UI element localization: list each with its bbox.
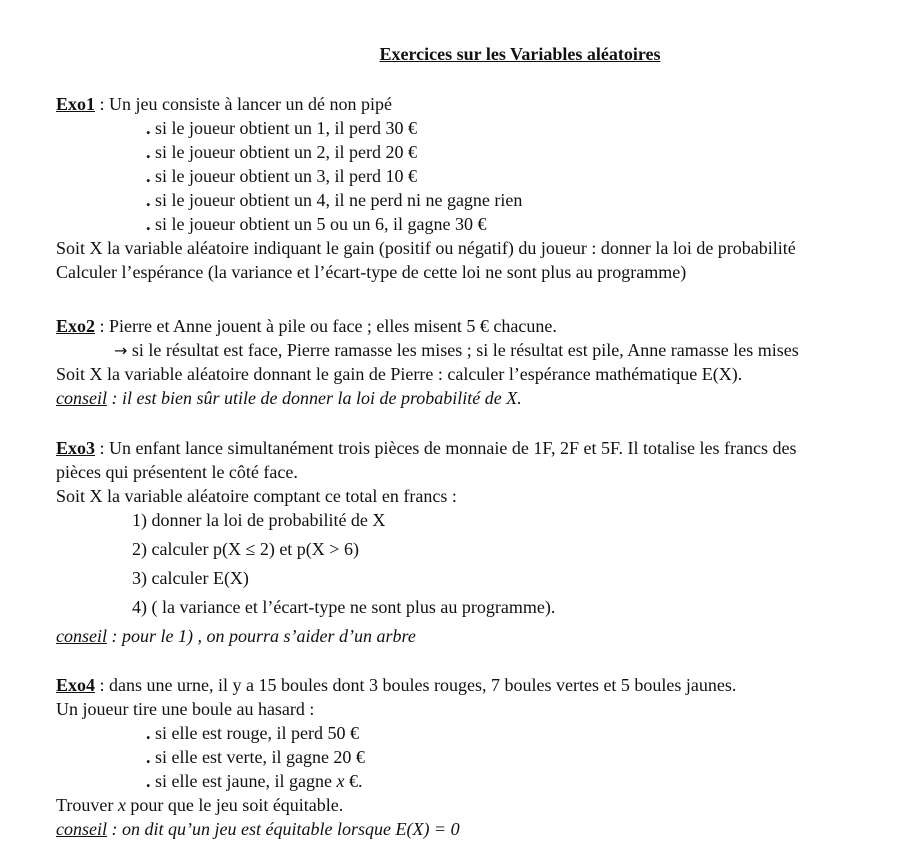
exo4-find-text: Trouver <box>56 795 118 815</box>
exo1-case-text: si le joueur obtient un 1, il perd 30 € <box>155 118 417 138</box>
conseil-label: conseil <box>56 626 107 646</box>
bullet: . <box>146 142 151 162</box>
exercise-4 <box>56 673 921 841</box>
exo2-separator: : <box>95 316 110 336</box>
conseil-text: : on dit qu’un jeu est équitable lorsque E(X) = 0 <box>107 819 460 839</box>
exo1-case-text: si le joueur obtient un 3, il perd 10 € <box>155 166 417 186</box>
exo3-item: 2) calculer p(X ≤ 2) et p(X > 6) <box>132 539 359 559</box>
exo3-separator: : <box>95 438 110 458</box>
exo4-case <box>56 769 921 793</box>
exo1-question-2: Calculer l’espérance (la variance et l’écart-type de cette loi ne sont plus au programme) <box>56 262 687 282</box>
exo1-case-text: si le joueur obtient un 5 ou un 6, il gagne 30 € <box>155 214 487 234</box>
variable-x: x <box>117 795 126 815</box>
variable-x: x <box>336 771 345 791</box>
conseil-text: : il est bien sûr utile de donner la loi de probabilité de X. <box>107 388 522 408</box>
exo3-label: Exo3 <box>56 438 96 458</box>
exo1-case <box>56 116 921 140</box>
exo1-question-1: Soit X la variable aléatoire indiquant le gain (positif ou négatif) du joueur : donner la loi de probabilité <box>56 238 796 258</box>
exo2-rule: si le résultat est face, Pierre ramasse les mises ; si le résultat est pile, Anne ramasse les mises <box>127 340 799 360</box>
exo4-intro-line <box>56 673 921 697</box>
exo1-case <box>56 212 921 236</box>
exo1-intro-line <box>56 92 921 116</box>
exo4-find-text-end: pour que le jeu soit équitable. <box>125 795 344 815</box>
exo3-item: 3) calculer E(X) <box>132 568 249 588</box>
exo4-intro: dans une urne, il y a 15 boules dont 3 boules rouges, 7 boules vertes et 5 boules jaunes. <box>109 675 737 695</box>
exo3-intro-2: pièces qui présentent le côté face. <box>56 462 298 482</box>
exo1-case <box>56 188 921 212</box>
exo2-conseil <box>56 386 921 410</box>
bullet: . <box>146 118 151 138</box>
exo4-draw-line: Un joueur tire une boule au hasard : <box>56 699 315 719</box>
exo2-label: Exo2 <box>56 316 96 336</box>
conseil-label: conseil <box>56 819 107 839</box>
exo3-intro: Un enfant lance simultanément trois pièces de monnaie de 1F, 2F et 5F. Il totalise les francs des <box>109 438 797 458</box>
bullet: . <box>146 166 151 186</box>
exo3-item: 4) ( la variance et l’écart-type ne sont plus au programme). <box>132 597 556 617</box>
exo1-label: Exo1 <box>56 94 96 114</box>
exo4-case <box>56 721 921 745</box>
exo1-case-text: si le joueur obtient un 4, il ne perd ni ne gagne rien <box>155 190 523 210</box>
exo3-question: Soit X la variable aléatoire comptant ce total en francs : <box>56 486 457 506</box>
exo4-case-text-end: €. <box>344 771 363 791</box>
exo4-separator: : <box>95 675 110 695</box>
exercise-3 <box>56 436 921 648</box>
exo4-conseil <box>56 817 921 841</box>
exo1-case-text: si le joueur obtient un 2, il perd 20 € <box>155 142 417 162</box>
conseil-text: : pour le 1) , on pourra s’aider d’un arbre <box>107 626 416 646</box>
exo2-intro-line <box>56 314 921 338</box>
conseil-label: conseil <box>56 388 107 408</box>
exo2-question: Soit X la variable aléatoire donnant le gain de Pierre : calculer l’espérance mathématique E(X). <box>56 364 743 384</box>
exercise-1 <box>56 92 921 284</box>
arrow-icon: → <box>114 341 128 360</box>
page-title: Exercices sur les Variables aléatoires <box>379 44 661 64</box>
bullet: . <box>146 747 151 767</box>
bullet: . <box>146 723 151 743</box>
exo3-conseil <box>56 624 921 648</box>
exo4-label: Exo4 <box>56 675 96 695</box>
exo4-case <box>56 745 921 769</box>
exo2-intro: Pierre et Anne jouent à pile ou face ; elles misent 5 € chacune. <box>109 316 557 336</box>
exo4-case-text: si elle est jaune, il gagne <box>155 771 337 791</box>
exo1-intro: Un jeu consiste à lancer un dé non pipé <box>109 94 392 114</box>
bullet: . <box>146 771 151 791</box>
bullet: . <box>146 190 151 210</box>
exo2-rule-line <box>56 338 921 362</box>
exo3-intro-line <box>56 436 921 460</box>
exo1-case <box>56 140 921 164</box>
exo4-case-text: si elle est verte, il gagne 20 € <box>155 747 365 767</box>
exo4-find-line <box>56 793 921 817</box>
exo1-case <box>56 164 921 188</box>
exo4-case-text: si elle est rouge, il perd 50 € <box>155 723 359 743</box>
bullet: . <box>146 214 151 234</box>
exo3-item: 1) donner la loi de probabilité de X <box>132 510 386 530</box>
exo1-separator: : <box>95 94 110 114</box>
exercise-2 <box>56 314 921 410</box>
